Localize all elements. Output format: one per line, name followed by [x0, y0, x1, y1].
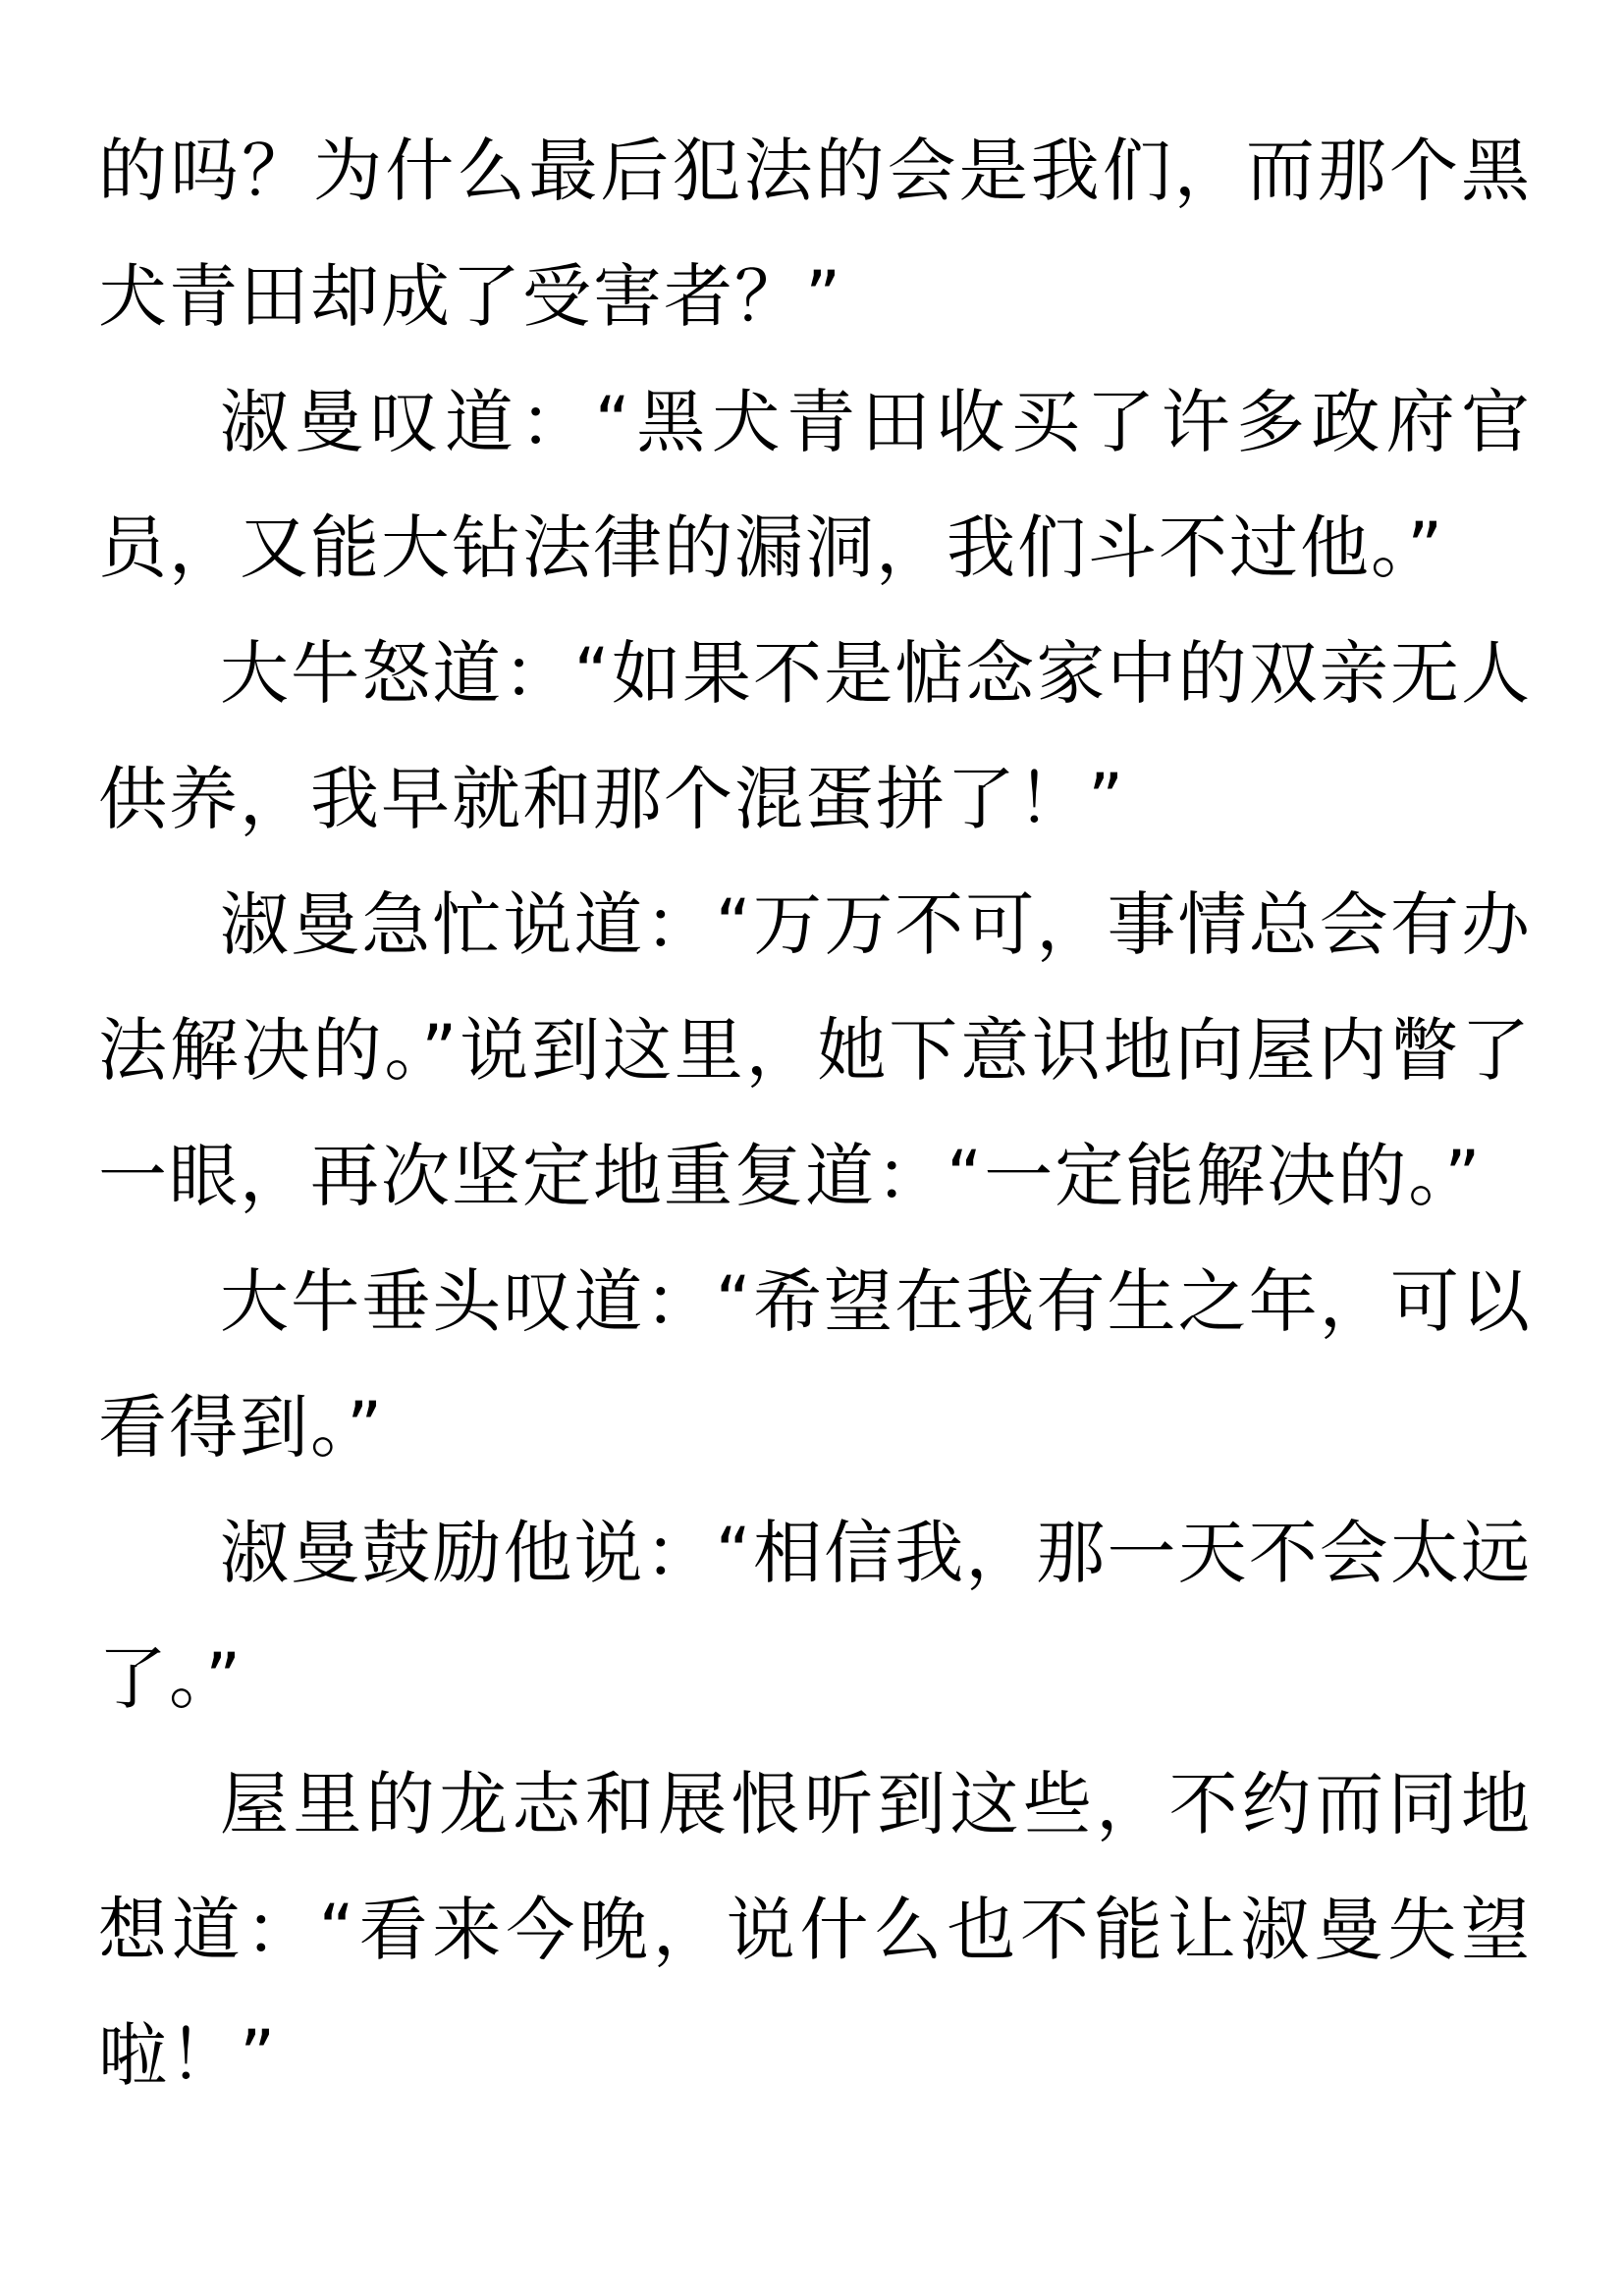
paragraph-3: 大牛怒道：“如果不是惦念家中的双亲无人供养，我早就和那个混蛋拼了！” [98, 633, 1532, 839]
paragraph-1: 的吗？为什么最后犯法的会是我们，而那个黑犬青田却成了受害者？” [98, 131, 1532, 337]
body-text [98, 108, 1532, 2118]
paragraph-7: 屋里的龙志和展恨听到这些，不约而同地想道：“看来今晚，说什么也不能让淑曼失望啦！” [98, 1764, 1532, 2096]
paragraph-6: 淑曼鼓励他说：“相信我，那一天不会太远了。” [98, 1513, 1532, 1719]
paragraph-5: 大牛垂头叹道：“希望在我有生之年，可以看得到。” [98, 1261, 1532, 1468]
paragraph-2: 淑曼叹道：“黑犬青田收买了许多政府官员，又能大钻法律的漏洞，我们斗不过他。” [98, 382, 1532, 588]
paragraph-4: 淑曼急忙说道：“万万不可，事情总会有办法解决的。”说到这里，她下意识地向屋内瞥了一眼，再次坚定地重复道：“一定能解决的。” [98, 884, 1532, 1216]
